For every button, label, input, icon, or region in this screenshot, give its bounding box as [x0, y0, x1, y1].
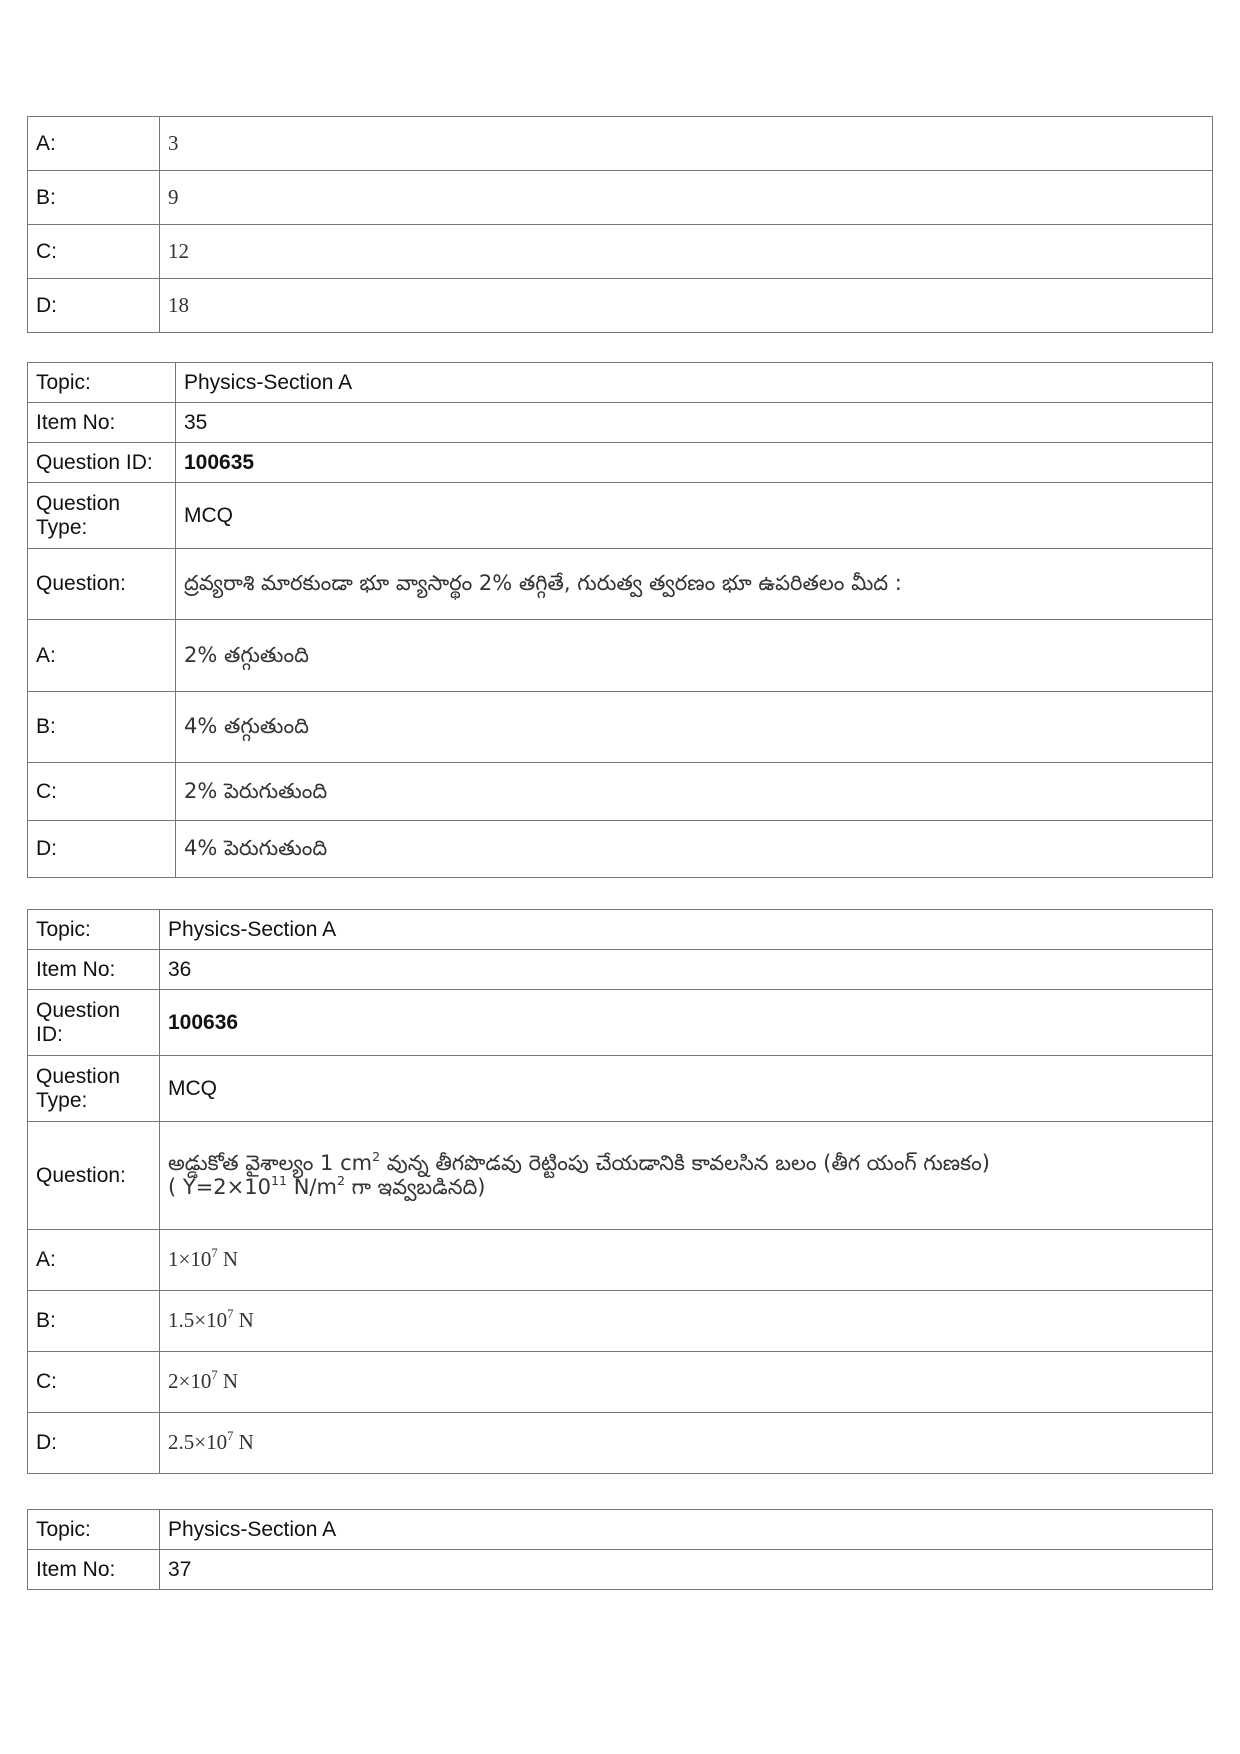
question-id-row	[28, 443, 1213, 483]
question-id-label: Question ID:	[28, 443, 176, 483]
option-value: 2% తగ్గుతుంది	[176, 620, 1213, 692]
option-value	[160, 1291, 1213, 1352]
topic-label: Topic:	[28, 363, 176, 403]
item-label: Item No:	[28, 1550, 160, 1590]
option-unit: N	[217, 1247, 239, 1272]
question-id-value: 100636	[160, 990, 1213, 1056]
question-type-row	[28, 1056, 1213, 1122]
option-label: C:	[28, 1352, 160, 1413]
topic-value: Physics-Section A	[160, 910, 1213, 950]
option-value: 3	[160, 117, 1213, 171]
option-value: 18	[160, 279, 1213, 333]
topic-label: Topic:	[28, 1510, 160, 1550]
option-label: D:	[28, 1413, 160, 1474]
option-row	[28, 279, 1213, 333]
option-label: B:	[28, 171, 160, 225]
option-exponent: 7	[211, 1368, 218, 1383]
question-line-2-text: గా ఇవ్వబడినది)	[344, 1174, 486, 1199]
item-row	[28, 1550, 1213, 1590]
option-exponent: 7	[227, 1307, 234, 1322]
question-row	[28, 1122, 1213, 1230]
question-type-label: Question Type:	[28, 1056, 160, 1122]
option-row	[28, 117, 1213, 171]
option-value: 9	[160, 171, 1213, 225]
option-label: A:	[28, 117, 160, 171]
option-row	[28, 692, 1213, 763]
question-text	[160, 1122, 1213, 1230]
question-36-table	[27, 909, 1213, 1474]
option-row	[28, 1352, 1213, 1413]
option-label: A:	[28, 1230, 160, 1291]
question-line-1-text-cont: వున్న తీగపొడవు రెట్టింపు చేయడానికి కావలసిన బలం (తీగ యంగ్ గుణకం)	[380, 1150, 990, 1175]
item-row	[28, 403, 1213, 443]
question-row	[28, 549, 1213, 620]
topic-row	[28, 910, 1213, 950]
question-37-table	[27, 1509, 1213, 1590]
option-row	[28, 763, 1213, 821]
item-value: 36	[160, 950, 1213, 990]
option-value: 4% తగ్గుతుంది	[176, 692, 1213, 763]
item-label: Item No:	[28, 403, 176, 443]
item-value: 37	[160, 1550, 1213, 1590]
question-id-value: 100635	[176, 443, 1213, 483]
option-mantissa: 1×10	[168, 1247, 212, 1272]
topic-value: Physics-Section A	[176, 363, 1213, 403]
option-label: D:	[28, 821, 176, 878]
option-row	[28, 1291, 1213, 1352]
question-type-value: MCQ	[176, 483, 1213, 549]
option-exponent: 7	[227, 1429, 234, 1444]
topic-row	[28, 363, 1213, 403]
superscript: 2	[372, 1149, 381, 1165]
formula-unit: N/m	[287, 1174, 337, 1199]
option-unit: N	[217, 1369, 239, 1394]
option-value: 4% పెరుగుతుంది	[176, 821, 1213, 878]
option-row	[28, 620, 1213, 692]
question-35-table	[27, 362, 1213, 878]
item-row	[28, 950, 1213, 990]
question-id-label: Question ID:	[28, 990, 160, 1056]
question-type-value: MCQ	[160, 1056, 1213, 1122]
question-id-row	[28, 990, 1213, 1056]
topic-label: Topic:	[28, 910, 160, 950]
question-label: Question:	[28, 1122, 160, 1230]
option-row	[28, 1413, 1213, 1474]
option-mantissa: 2×10	[168, 1369, 212, 1394]
option-unit: N	[233, 1308, 254, 1333]
superscript: 2	[336, 1172, 345, 1188]
option-value	[160, 1230, 1213, 1291]
option-value: 12	[160, 225, 1213, 279]
option-value	[160, 1413, 1213, 1474]
option-exponent: 7	[211, 1246, 218, 1261]
question-text: ద్రవ్యరాశి మారకుండా భూ వ్యాసార్థం 2% తగ్గితే, గురుత్వ త్వరణం భూ ఉపరితలం మీద :	[176, 549, 1213, 620]
item-value: 35	[176, 403, 1213, 443]
option-value	[160, 1352, 1213, 1413]
option-mantissa: 2.5×10	[168, 1430, 228, 1455]
question-type-label: Question Type:	[28, 483, 176, 549]
topic-row	[28, 1510, 1213, 1550]
item-label: Item No:	[28, 950, 160, 990]
superscript: 11	[270, 1172, 288, 1188]
question-type-row	[28, 483, 1213, 549]
option-row	[28, 171, 1213, 225]
option-label: C:	[28, 225, 160, 279]
option-row	[28, 1230, 1213, 1291]
option-label: B:	[28, 692, 176, 763]
option-row	[28, 225, 1213, 279]
question-34-options-table	[27, 116, 1213, 333]
option-row	[28, 821, 1213, 878]
topic-value: Physics-Section A	[160, 1510, 1213, 1550]
option-mantissa: 1.5×10	[168, 1308, 228, 1333]
option-label: D:	[28, 279, 160, 333]
question-line-1-text: అడ్డుకోత వైశాల్యం 1 cm	[168, 1150, 373, 1175]
formula-text: ( Y=2×10	[168, 1174, 271, 1199]
question-line-1	[168, 1149, 1204, 1176]
option-label: B:	[28, 1291, 160, 1352]
option-label: A:	[28, 620, 176, 692]
question-label: Question:	[28, 549, 176, 620]
option-unit: N	[233, 1430, 254, 1455]
option-label: C:	[28, 763, 176, 821]
option-value: 2% పెరుగుతుంది	[176, 763, 1213, 821]
question-line-2	[168, 1172, 1204, 1200]
